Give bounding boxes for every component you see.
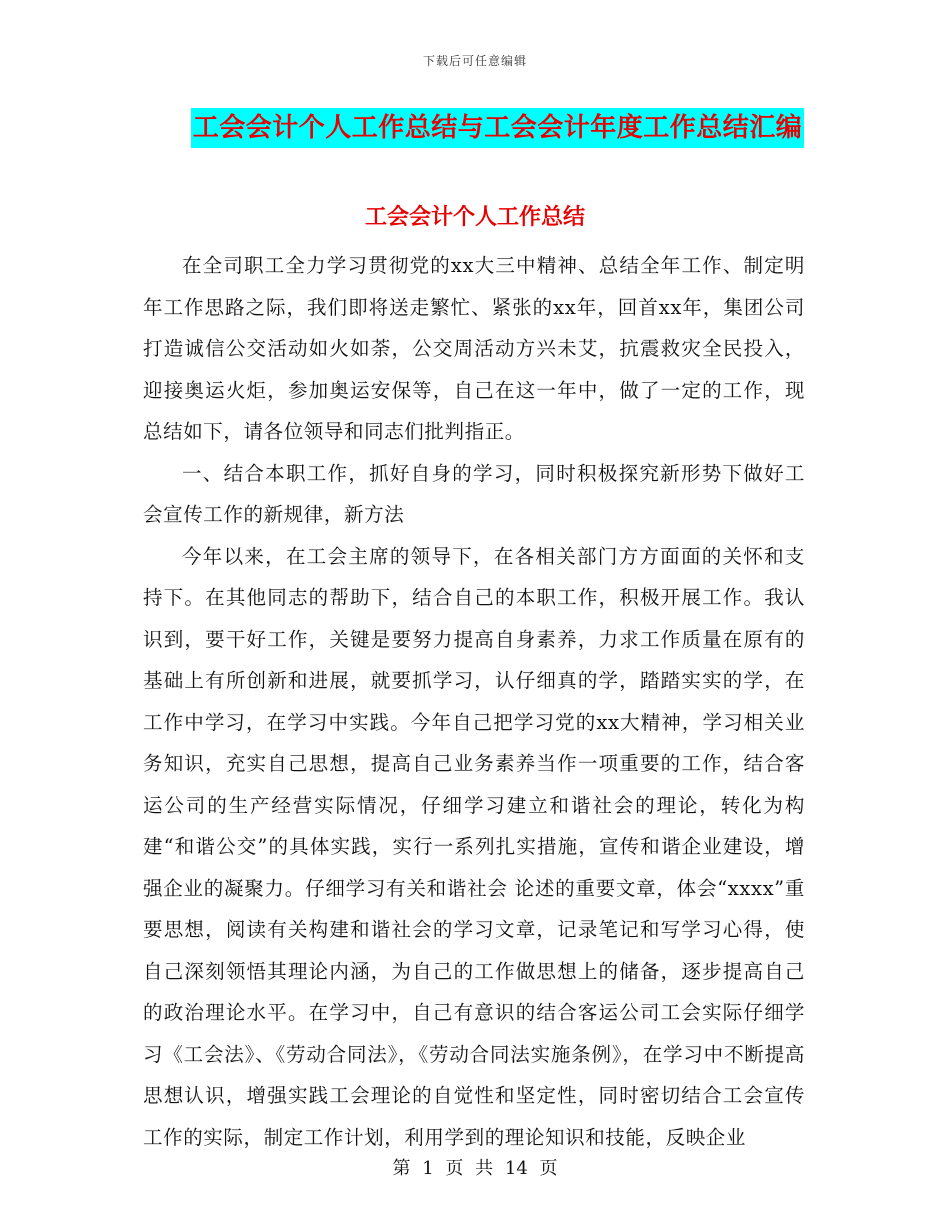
body-text: [143, 245, 805, 1158]
footer-label-total: 共: [475, 1158, 494, 1179]
footer-label-page: 第: [392, 1158, 411, 1179]
page-footer: [0, 1154, 950, 1180]
paragraph-intro: 在全司职工全力学习贯彻党的xx大三中精神、总结全年工作、制定明年工作思路之际，我们即将送走繁忙、紧张的xx年，回首xx年，集团公司打造诚信公交活动如火如荼，公交周活动方兴未艾，抗震救灾全民投入，迎接奥运火炬，参加奥运安保等，自己在这一年中，做了一定的工作，现总结如下，请各位领导和同志们批判指正。: [143, 254, 805, 443]
main-title: 工会会计个人工作总结与工会会计年度工作总结汇编: [191, 108, 805, 148]
main-title-container: [0, 108, 950, 148]
footer-current-page: 1: [422, 1158, 434, 1179]
paragraph-study: 今年以来，在工会主席的领导下，在各相关部门方方面面的关怀和支持下。在其他同志的帮助下，结合自己的本职工作，积极开展工作。我认识到，要干好工作，关键是要努力提高自身素养，力求工作质量在原有的基础上有所创新和进展，就要抓学习，认仔细真的学，踏踏实实的学，在工作中学习，在学习中实践。今年自己把学习党的xx大精神，学习相关业务知识，充实自己思想，提高自己业务素养当作一项重要的工作，结合客运公司的生产经营实际情况，仔细学习建立和谐社会的理论，转化为构建“和谐公交”的具体实践，实行一系列扎实措施，宣传和谐企业建设，增强企业的凝聚力。仔细学习有关和谐社会 论述的重要文章，体会“xxxx”重要思想，阅读有关构建和谐社会的学习文章，记录笔记和写学习心得，使自己深刻领悟其理论内涵，为自己的工作做思想上的储备，逐步提高自己的政治理论水平。在学习中，自己有意识的结合客运公司工会实际仔细学习《工会法》、《劳动合同法》，《劳动合同法实施条例》，在学习中不断提高思想认识，增强实践工会理论的自觉性和坚定性，同时密切结合工会宣传工作的实际，制定工作计划，利用学到的理论知识和技能，反映企业: [143, 544, 805, 1149]
footer-total-pages: 14: [504, 1158, 528, 1179]
section-title: 工会会计个人工作总结: [364, 204, 585, 230]
footer-label-unit: 页: [445, 1158, 464, 1179]
header-note: 下载后可任意编辑: [422, 54, 527, 68]
paragraph-heading-one: 一、结合本职工作，抓好自身的学习，同时积极探究新形势下做好工会宣传工作的新规律，新方法: [143, 461, 805, 526]
footer-label-unit-end: 页: [539, 1158, 558, 1179]
